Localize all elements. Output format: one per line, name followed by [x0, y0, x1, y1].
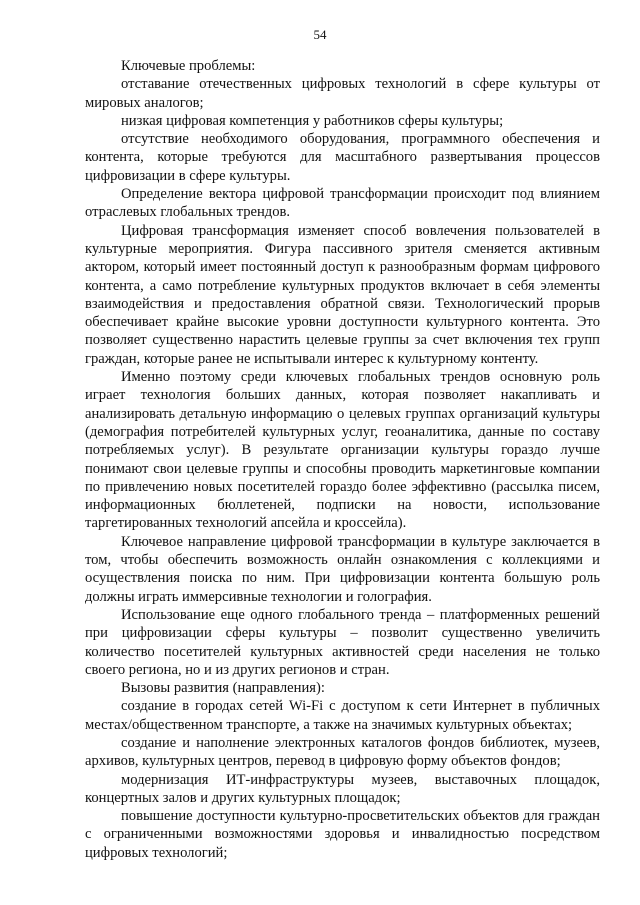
paragraph-problem-low-competence: низкая цифровая компетенция у работников сферы культуры;	[121, 112, 504, 129]
paragraph-electronic-catalogs: создание и наполнение электронных каталогов фондов библиотек, музеев, архивов, культурных центров, перевод в цифровую форму объектов фондов;	[85, 734, 600, 770]
paragraph-user-engagement: Цифровая трансформация изменяет способ вовлечения пользователей в культурные мероприятия. Фигура пассивного зрителя сменяется активным актором, который имеет постоянный доступ к разнообразным формам цифрового контента, а само потребление культурных продуктов включает в себя элементы взаимодействия и предоставления обратной связи. Технологический прорыв обеспечивает крайне высокие уровни доступности культурного контента. Это позволяет существенно нарастить целевые группы за счет включения тех групп граждан, которые ранее не испытывали интерес к культурному контенту.	[85, 222, 600, 367]
paragraph-wifi-networks: создание в городах сетей Wi-Fi с доступом к сети Интернет в публичных местах/общественном транспорте, а также на значимых культурных объектах;	[85, 698, 600, 733]
paragraph-platform-solutions: Использование еще одного глобального тренда – платформенных решений при цифровизации сферы культуры – позволит существенно увеличить количество посетителей культурных активностей среди населения не только своего региона, но и из других регионов и стран.	[85, 606, 600, 678]
page-number: 54	[313, 27, 327, 42]
paragraph-key-problems-heading: Ключевые проблемы:	[121, 58, 256, 74]
paragraph-it-modernization: модернизация ИТ-инфраструктуры музеев, выставочных площадок, концертных залов и других культурных площадок;	[85, 771, 600, 806]
paragraph-challenges-heading: Вызовы развития (направления):	[121, 680, 325, 697]
paragraph-big-data: Именно поэтому среди ключевых глобальных трендов основную роль играет технология больших данных, которая позволяет накапливать и анализировать детальную информацию о целевых группах организаций культуры (демография потребителей культурных услуг, геоаналитика, данные по составу потребляемых услуг). В результате организации культуры гораздо лучше понимают свои целевые группы и способны проводить маркетинговые компании по привлечению новых посетителей гораздо более эффективно (рассылка писем, информационных бюллетеней, подписки на новости, использование таргетированных технологий апсейла и кроссейла).	[85, 369, 600, 532]
paragraph-problem-no-equipment: отсутствие необходимого оборудования, программного обеспечения и контента, которые требуются для масштабного развертывания процессов цифровизации в сфере культуры.	[85, 131, 600, 184]
paragraph-transformation-vector: Определение вектора цифровой трансформации происходит под влиянием отраслевых глобальных трендов.	[85, 186, 600, 221]
paragraph-accessibility: повышение доступности культурно-просветительских объектов для граждан с ограниченными возможностями здоровья и инвалидностью посредством цифровых технологий;	[85, 808, 600, 861]
document-body	[85, 57, 600, 862]
paragraph-online-collections: Ключевое направление цифровой трансформации в культуре заключается в том, чтобы обеспечить возможность онлайн ознакомления с коллекциями и осуществления поиска по ним. При цифровизации контента большую роль должны играть иммерсивные технологии и голография.	[85, 533, 600, 605]
paragraph-problem-tech-lag: отставание отечественных цифровых технологий в сфере культуры от мировых аналогов;	[85, 76, 600, 111]
